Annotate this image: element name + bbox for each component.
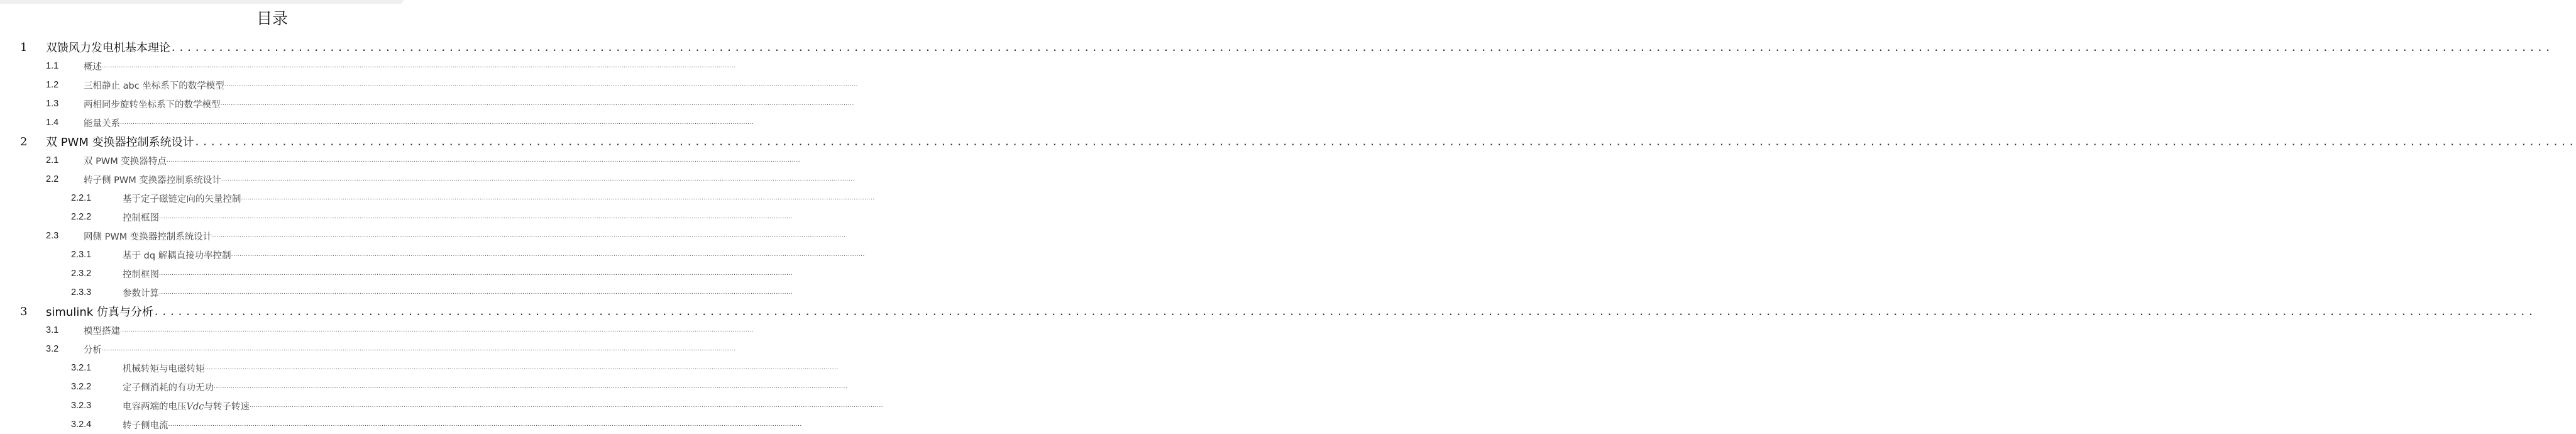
toc-entry-1-3[interactable] xyxy=(0,94,854,113)
toc-entry-title: 控制框图 xyxy=(123,213,159,223)
toc-entry-3-2-3[interactable] xyxy=(0,396,884,415)
toc-entry-3-2-1[interactable] xyxy=(0,359,839,377)
toc-entry-2-3[interactable] xyxy=(0,226,846,245)
toc-entry-1[interactable] xyxy=(0,38,2553,57)
toc-entry-title: 双 PWM 变换器控制系统设计 xyxy=(46,136,194,149)
dot-leader: ............................................................................................................................................................................................................................................................................................................ xyxy=(214,384,848,390)
dot-leader: ............................................................................................................................................................................................................................................................................................................ xyxy=(120,120,754,126)
dot-leader: ............................................................................................................................................................................................................................................................................................................ xyxy=(153,305,2536,318)
toc-entry-number: 3.2.3 xyxy=(71,401,92,411)
toc-entry-number: 1.3 xyxy=(46,99,59,109)
dot-leader: ............................................................................................................................................................................................................................................................................................................ xyxy=(168,421,802,428)
toc-entry-title: 三相静止 abc 坐标系下的数学模型 xyxy=(84,81,224,91)
toc-entry-2[interactable] xyxy=(0,132,2576,151)
toc-entry-3-2-4[interactable] xyxy=(0,415,802,434)
toc-entry-title: 能量关系 xyxy=(84,118,120,129)
toc-entry-title: 参数计算 xyxy=(123,288,159,299)
toc-entry-title: simulink 仿真与分析 xyxy=(46,306,153,319)
toc-entry-2-2-1[interactable] xyxy=(0,189,875,208)
toc-entry-number: 1.4 xyxy=(46,118,59,128)
dot-leader: ............................................................................................................................................................................................................................................................................................................ xyxy=(204,365,839,371)
dot-leader: ............................................................................................................................................................................................................................................................................................................ xyxy=(159,214,793,220)
toc-entry-2-3-2[interactable] xyxy=(0,264,793,283)
toc-entry-title: 模型搭建 xyxy=(84,326,120,337)
dot-leader: ............................................................................................................................................................................................................................................................................................................ xyxy=(241,195,875,201)
toc-entry-number: 3.2.1 xyxy=(71,363,92,373)
toc-entry-1-4[interactable] xyxy=(0,113,754,132)
toc-entry-2-3-1[interactable] xyxy=(0,245,865,264)
toc-entry-number: 2 xyxy=(20,135,28,148)
toc-entry-number: 2.2.2 xyxy=(71,212,92,222)
dot-leader: ............................................................................................................................................................................................................................................................................................................ xyxy=(249,403,884,409)
dot-leader: ............................................................................................................................................................................................................................................................................................................ xyxy=(224,82,859,88)
toc-entry-number: 2.3 xyxy=(46,231,59,241)
toc-entry-number: 1.1 xyxy=(46,61,59,71)
dot-leader: ............................................................................................................................................................................................................................................................................................................ xyxy=(220,101,854,107)
dot-leader: ............................................................................................................................................................................................................................................................................................................ xyxy=(221,176,856,182)
toc-entry-title: 转子侧 PWM 变换器控制系统设计 xyxy=(84,175,221,186)
toc-entry-title: 电容两端的电压Vdc与转子转速 xyxy=(123,401,250,412)
toc-entry-title: 双 PWM 变换器特点 xyxy=(84,156,167,167)
toc-entry-title: 控制框图 xyxy=(123,269,159,280)
dot-leader: ............................................................................................................................................................................................................................................................................................................ xyxy=(212,233,846,239)
toc-entry-title: 两相同步旋转坐标系下的数学模型 xyxy=(84,99,221,110)
toc-entry-2-3-3[interactable] xyxy=(0,283,793,302)
toc-entry-3-1[interactable] xyxy=(0,321,754,340)
toc-entry-title: 双馈风力发电机基本理论 xyxy=(46,42,170,55)
toc-entry-number: 3.2.4 xyxy=(71,420,92,430)
toc-entry-title: 基于 dq 解耦直接功率控制 xyxy=(123,250,231,261)
toc-entry-2-2[interactable] xyxy=(0,170,856,189)
toc-entry-number: 3.1 xyxy=(46,325,59,335)
toc-entry-number: 2.2 xyxy=(46,174,59,184)
toc-entry-number: 2.3.3 xyxy=(71,287,92,298)
toc-entry-2-1[interactable] xyxy=(0,151,801,170)
dot-leader: ............................................................................................................................................................................................................................................................................................................ xyxy=(170,41,2553,53)
toc-entry-title: 分析 xyxy=(84,345,102,355)
toc-entry-number: 2.2.1 xyxy=(71,193,92,203)
toc-entry-1-2[interactable] xyxy=(0,75,859,94)
dot-leader: ............................................................................................................................................................................................................................................................................................................ xyxy=(159,270,793,277)
page-title: 目录 xyxy=(256,9,288,28)
toc-entry-number: 3.2 xyxy=(46,344,59,354)
dot-leader: ............................................................................................................................................................................................................................................................................................................ xyxy=(194,135,2576,148)
dot-leader: ............................................................................................................................................................................................................................................................................................................ xyxy=(120,327,754,333)
toc-entry-number: 3.2.2 xyxy=(71,382,92,392)
toc-entry-2-2-2[interactable] xyxy=(0,208,793,226)
toc-entry-title: 概述 xyxy=(84,62,102,72)
table-of-contents xyxy=(0,38,2576,434)
toc-entry-title: 机械转矩与电磁转矩 xyxy=(123,364,205,374)
toc-entry-number: 1.2 xyxy=(46,80,59,90)
toc-entry-number: 2.3.2 xyxy=(71,269,92,279)
toc-entry-title: 定子侧消耗的有功无功 xyxy=(123,382,214,393)
dot-leader: ............................................................................................................................................................................................................................................................................................................ xyxy=(159,289,793,296)
dot-leader: ............................................................................................................................................................................................................................................................................................................ xyxy=(166,157,801,164)
toc-entry-3-2[interactable] xyxy=(0,340,736,359)
toc-entry-3-2-2[interactable] xyxy=(0,377,848,396)
toc-entry-3[interactable] xyxy=(0,302,2536,321)
math-variable: Vdc xyxy=(186,401,204,412)
toc-entry-title: 基于定子磁链定向的矢量控制 xyxy=(123,194,241,204)
dot-leader: ............................................................................................................................................................................................................................................................................................................ xyxy=(102,346,736,352)
toc-entry-title: 转子侧电流 xyxy=(123,420,168,431)
toc-entry-number: 3 xyxy=(20,304,28,318)
toc-entry-1-1[interactable] xyxy=(0,57,736,75)
top-edge-bar xyxy=(0,0,404,4)
dot-leader: ............................................................................................................................................................................................................................................................................................................ xyxy=(102,63,736,69)
toc-entry-number: 1 xyxy=(20,40,28,54)
toc-entry-number: 2.3.1 xyxy=(71,250,92,260)
toc-entry-number: 2.1 xyxy=(46,155,59,165)
dot-leader: ............................................................................................................................................................................................................................................................................................................ xyxy=(231,252,865,258)
toc-entry-title: 网侧 PWM 变换器控制系统设计 xyxy=(84,231,212,242)
